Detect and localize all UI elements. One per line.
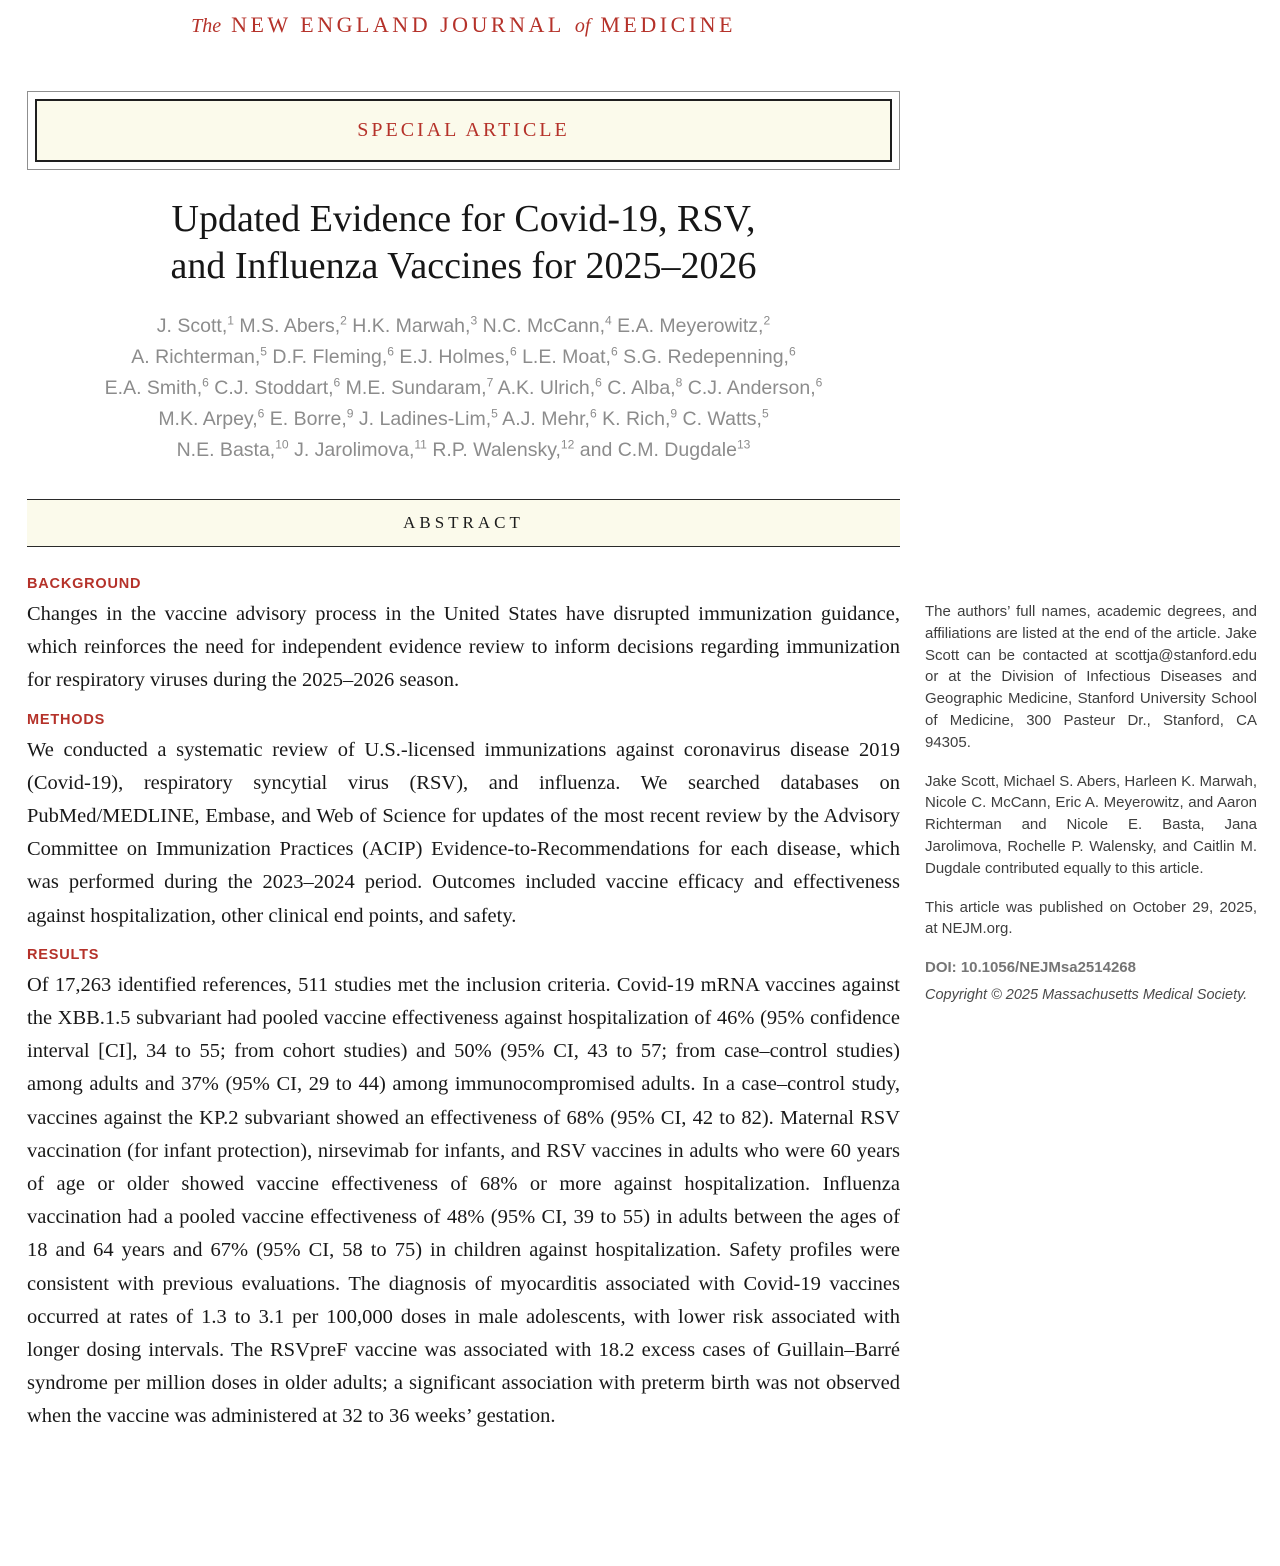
abstract-label: ABSTRACT <box>403 513 524 532</box>
authors-line: M.K. Arpey,$^6$ E. Borre,$^9$ J. Ladines-Lim,$^5$ A.J. Mehr,$^6$ K. Rich,$^9$ C. Watts,$^5$ <box>158 406 769 430</box>
abstract-body <box>27 576 900 1448</box>
abstract-columns <box>27 576 1257 1448</box>
authors-line: E.A. Smith,$^6$ C.J. Stoddart,$^6$ M.E. Sundaram,$^7$ A.K. Ulrich,$^6$ C. Alba,$^8$ C.J. Anderson,$^6$ <box>104 375 823 399</box>
masthead-title-part2: MEDICINE <box>600 12 736 37</box>
section-text-results: Of 17,263 identified references, 511 studies met the inclusion criteria. Covid-19 mRNA vaccines against the XBB.1.5 subvariant had pooled vaccine effectiveness against hospitalization of 46% (95% confidence interval [CI], 34 to 55; from cohort studies) and 50% (95% CI, 43 to 57; from case–control studies) among adults and 37% (95% CI, 29 to 44) among immunocompromised adults. In a case–control study, vaccines against the KP.2 subvariant showed an effectiveness of 68% (95% CI, 42 to 82). Maternal RSV vaccination (for infant protection), nirsevimab for infants, and RSV vaccines in adults who were 60 years of age or older showed vaccine effectiveness of 68% or more against hospitalization. Influenza vaccination had a pooled vaccine effectiveness of 48% (95% CI, 39 to 55) in adults between the ages of 18 and 64 years and 67% (95% CI, 58 to 75) in children against hospitalization. Safety profiles were consistent with previous evaluations. The diagnosis of myocarditis associated with Covid-19 vaccines occurred at rates of 1.3 to 3.1 per 100,000 doses in male adolescents, with lower risk associated with longer dosing intervals. The RSVpreF vaccine was associated with 18.2 excess cases of Guillain–Barré syndrome per million doses in older adults; a significant association with preterm birth was not observed when the vaccine was administered at 32 to 36 weeks’ gestation. <box>27 973 900 1428</box>
section-results <box>27 947 900 1434</box>
authors-block <box>27 311 900 466</box>
section-methods <box>27 712 900 933</box>
article-type-banner-inner <box>35 99 892 162</box>
article-title-line-1: Updated Evidence for Covid-19, RSV, <box>171 198 756 240</box>
article-title-line-2: and Influenza Vaccines for 2025–2026 <box>170 245 757 287</box>
correspondence-note: The authors’ full names, academic degrees, and affiliations are listed at the end of the article. Jake Scott can be contacted at scottja@stanford.edu or at the Division of Infectious Diseases and Geographic Medicine, Stanford University School of Medicine, 300 Pasteur Dr., Stanford, CA 94305. <box>925 603 1257 751</box>
article-title <box>27 196 900 290</box>
authors-line: N.E. Basta,$^{10}$ J. Jarolimova,$^{11}$ R.P. Walensky,$^{12}$ and C.M. Dugdale$^{13}$ <box>176 437 751 461</box>
section-background <box>27 576 900 698</box>
section-heading-results: RESULTS <box>27 946 100 963</box>
article-type-banner <box>27 91 900 170</box>
article-type-label: SPECIAL ARTICLE <box>357 119 570 141</box>
authors-line: A. Richterman,$^5$ D.F. Fleming,$^6$ E.J. Holmes,$^6$ L.E. Moat,$^6$ S.G. Redepenning,$^6$ <box>131 344 796 368</box>
abstract-banner <box>27 499 900 547</box>
masthead-title-part1: NEW ENGLAND JOURNAL <box>231 12 565 37</box>
contributions-note: Jake Scott, Michael S. Abers, Harleen K. Marwah, Nicole C. McCann, Eric A. Meyerowitz, and Aaron Richterman and Nicole E. Basta, Jana Jarolimova, Rochelle P. Walensky, and Caitlin M. Dugdale contributed equally to this article. <box>925 772 1257 877</box>
section-heading-methods: METHODS <box>27 711 106 728</box>
authors-line: J. Scott,$^1$ M.S. Abers,$^2$ H.K. Marwah,$^3$ N.C. McCann,$^4$ E.A. Meyerowitz,$^2$ <box>156 313 771 337</box>
journal-masthead <box>27 0 900 38</box>
doi-line: DOI: 10.1056/NEJMsa2514268 <box>925 959 1136 977</box>
masthead-the: The <box>191 15 222 37</box>
article-info-sidebar <box>925 576 1257 1448</box>
section-text-methods: We conducted a systematic review of U.S.-licensed immunizations against coronavirus disease 2019 (Covid-19), respiratory syncytial virus (RSV), and influenza. We searched databases on PubMed/MEDLINE, Embase, and Web of Science for updates of the most recent review by the Advisory Committee on Immunization Practices (ACIP) Evidence-to-Recommendations for each disease, which was performed during the 2023–2024 period. Outcomes included vaccine efficacy and effectiveness against hospitalization, other clinical end points, and safety. <box>27 738 900 927</box>
section-text-background: Changes in the vaccine advisory process in the United States have disrupted immunization guidance, which reinforces the need for independent evidence review to inform decisions regarding immunization for respiratory viruses during the 2025–2026 season. <box>27 603 900 692</box>
publication-note: This article was published on October 29, 2025, at NEJM.org. <box>925 898 1257 938</box>
masthead-of: of <box>574 15 591 37</box>
copyright-line: Copyright © 2025 Massachusetts Medical Society. <box>925 986 1248 1003</box>
section-heading-background: BACKGROUND <box>27 576 142 592</box>
